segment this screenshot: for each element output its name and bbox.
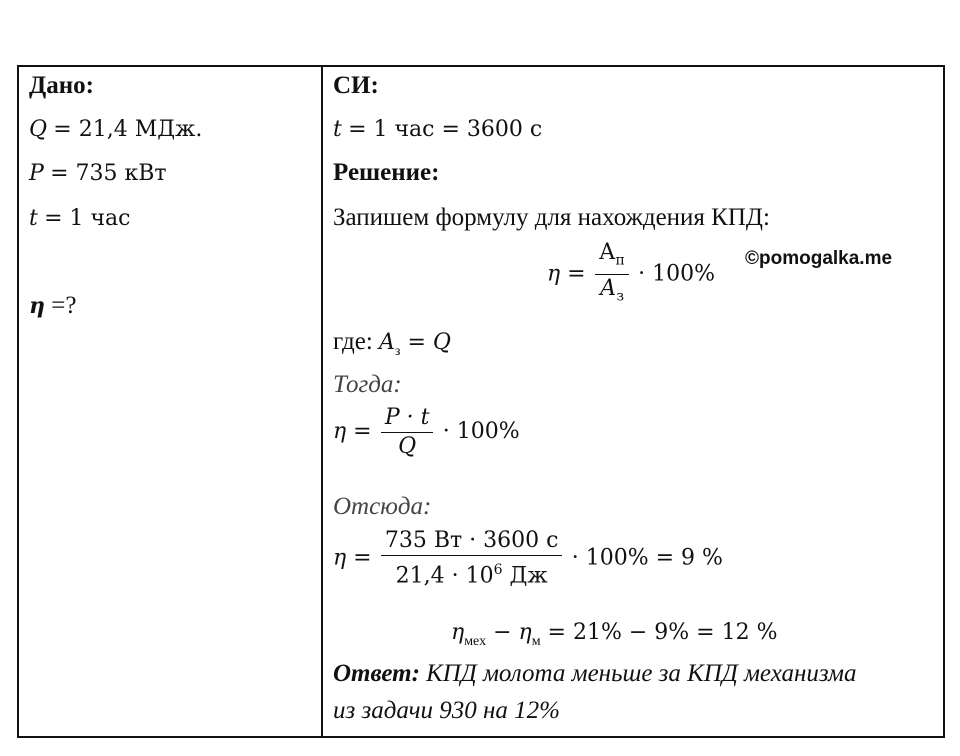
given-header: Дано: — [29, 72, 94, 99]
solution-header: Решение: — [333, 159, 440, 186]
fraction: $\frac{А_п}{А_з}$ — [595, 239, 629, 311]
column-divider — [321, 67, 323, 736]
formula-difference: $\eta_{мех} - \eta_м = 21\% - 9\% = 12$ % — [451, 620, 778, 649]
si-t: t = 1 час = 3600 с — [333, 117, 543, 142]
given-q: Q = 21,4 МДж. — [29, 117, 203, 142]
then-label: Тогда: — [333, 371, 402, 398]
solution-table — [17, 65, 945, 738]
fraction: $\frac{P \cdot t}{Q}$ — [381, 404, 434, 461]
answer-line: Ответ: КПД молота меньше за КПД механизма — [333, 660, 857, 687]
formula-numeric: η = $\frac{735 Вт \cdot 3600 с}{21,4 \cdot 10^6 Дж}$ · 100% = 9 % — [333, 528, 723, 589]
given-p: P = 735 кВт — [29, 161, 167, 186]
where-line: где: $A_з = Q$ — [333, 328, 451, 359]
solution-intro: Запишем формулу для нахождения КПД: — [333, 204, 770, 231]
fraction: $\frac{735 Вт \cdot 3600 с}{21,4 \cdot 10^6 Дж}$ — [381, 527, 563, 590]
given-unknown: η =? — [29, 292, 77, 319]
si-header: СИ: — [333, 72, 379, 99]
hence-label: Отсюда: — [333, 493, 432, 520]
formula-efficiency: η = $\frac{А_п}{А_з}$ · 100% — [547, 239, 715, 311]
watermark: ©pomogalka.me — [745, 248, 893, 269]
answer-line-2: из задачи 930 на 12% — [333, 697, 560, 724]
given-t: t = 1 час — [29, 206, 131, 231]
formula-substituted: η = $\frac{P \cdot t}{Q}$ · 100% — [333, 405, 520, 459]
